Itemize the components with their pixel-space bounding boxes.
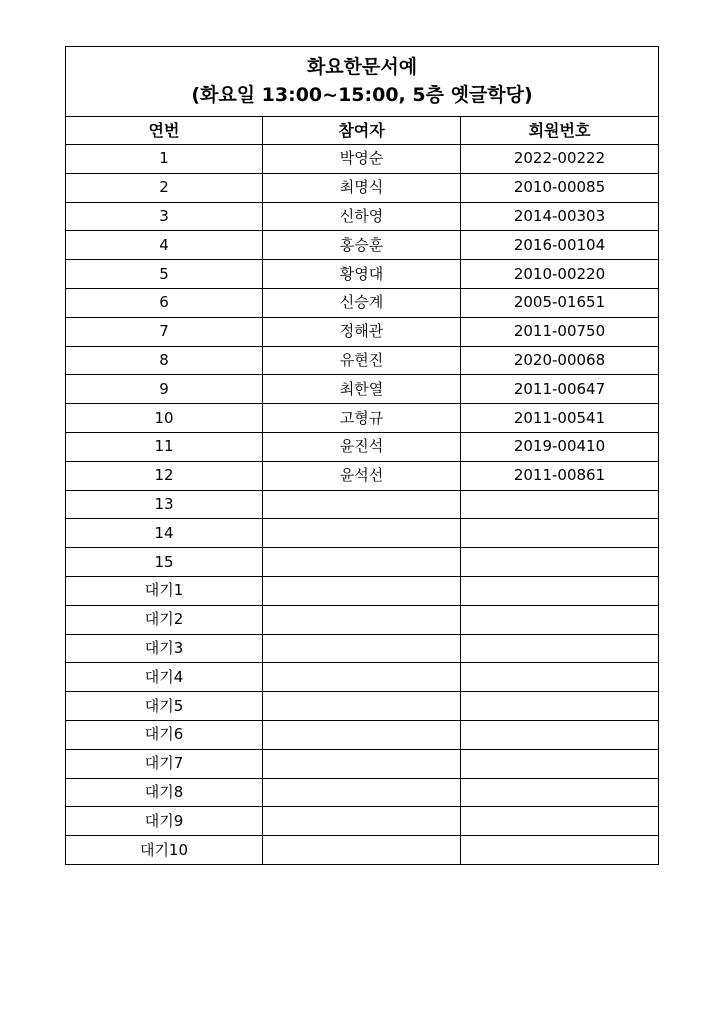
- member-id: 2011-00861: [461, 461, 659, 490]
- row-number: 9: [66, 375, 263, 404]
- participant-name: [263, 490, 461, 519]
- table-row: [66, 288, 659, 317]
- row-number: 3: [66, 202, 263, 231]
- participant-name: 고형규: [263, 404, 461, 433]
- row-number: 대기4: [66, 663, 263, 692]
- participant-name: [263, 605, 461, 634]
- row-number: 8: [66, 346, 263, 375]
- table-row: [66, 634, 659, 663]
- table-row: [66, 490, 659, 519]
- table-row: [66, 432, 659, 461]
- participant-name: 유현진: [263, 346, 461, 375]
- title-cell: [66, 47, 659, 117]
- row-number: 13: [66, 490, 263, 519]
- table-row: [66, 260, 659, 289]
- class-title: 화요한문서예: [306, 56, 418, 78]
- participant-name: 최한열: [263, 375, 461, 404]
- member-id: 2011-00647: [461, 375, 659, 404]
- table-row: [66, 720, 659, 749]
- participant-name: [263, 807, 461, 836]
- participant-name: [263, 836, 461, 865]
- participant-name: 신승계: [263, 288, 461, 317]
- row-number: 15: [66, 548, 263, 577]
- member-id: [461, 519, 659, 548]
- table-row: [66, 807, 659, 836]
- row-number: 대기9: [66, 807, 263, 836]
- member-id: 2005-01651: [461, 288, 659, 317]
- class-schedule: (화요일 13:00~15:00, 5층 옛글학당): [191, 84, 533, 106]
- row-number: 1: [66, 145, 263, 174]
- row-number: 대기8: [66, 778, 263, 807]
- header-row: [66, 117, 659, 145]
- participant-name: [263, 778, 461, 807]
- participant-name: [263, 634, 461, 663]
- row-number: 2: [66, 173, 263, 202]
- member-id: [461, 605, 659, 634]
- roster-table: [65, 46, 659, 865]
- participant-name: [263, 548, 461, 577]
- row-number: 대기10: [66, 836, 263, 865]
- participant-name: [263, 749, 461, 778]
- table-row: [66, 749, 659, 778]
- table-row: [66, 836, 659, 865]
- roster-sheet: [65, 46, 658, 865]
- table-row: [66, 692, 659, 721]
- member-id: 2011-00541: [461, 404, 659, 433]
- table-row: [66, 519, 659, 548]
- member-id: [461, 490, 659, 519]
- table-row: [66, 346, 659, 375]
- table-row: [66, 231, 659, 260]
- participant-name: [263, 720, 461, 749]
- participant-name: [263, 519, 461, 548]
- row-number: 대기3: [66, 634, 263, 663]
- row-number: 11: [66, 432, 263, 461]
- participant-name: 정해관: [263, 317, 461, 346]
- row-number: 6: [66, 288, 263, 317]
- roster-body: [66, 145, 659, 865]
- row-number: 7: [66, 317, 263, 346]
- table-row: [66, 663, 659, 692]
- member-id: [461, 749, 659, 778]
- participant-name: 홍승훈: [263, 231, 461, 260]
- table-row: [66, 461, 659, 490]
- member-id: [461, 576, 659, 605]
- table-row: [66, 173, 659, 202]
- member-id: 2010-00085: [461, 173, 659, 202]
- row-number: 5: [66, 260, 263, 289]
- participant-name: 윤진석: [263, 432, 461, 461]
- header-participant: 참여자: [263, 117, 461, 145]
- member-id: 2019-00410: [461, 432, 659, 461]
- participant-name: 신하영: [263, 202, 461, 231]
- member-id: 2020-00068: [461, 346, 659, 375]
- row-number: 4: [66, 231, 263, 260]
- row-number: 대기1: [66, 576, 263, 605]
- member-id: [461, 778, 659, 807]
- participant-name: 황영대: [263, 260, 461, 289]
- table-row: [66, 404, 659, 433]
- member-id: 2014-00303: [461, 202, 659, 231]
- table-row: [66, 145, 659, 174]
- row-number: 대기6: [66, 720, 263, 749]
- table-row: [66, 605, 659, 634]
- member-id: [461, 692, 659, 721]
- row-number: 12: [66, 461, 263, 490]
- table-row: [66, 375, 659, 404]
- row-number: 대기5: [66, 692, 263, 721]
- row-number: 14: [66, 519, 263, 548]
- row-number: 대기2: [66, 605, 263, 634]
- member-id: [461, 548, 659, 577]
- member-id: [461, 836, 659, 865]
- participant-name: 박영순: [263, 145, 461, 174]
- participant-name: [263, 692, 461, 721]
- table-row: [66, 548, 659, 577]
- participant-name: [263, 576, 461, 605]
- member-id: 2010-00220: [461, 260, 659, 289]
- member-id: 2011-00750: [461, 317, 659, 346]
- member-id: [461, 807, 659, 836]
- member-id: [461, 663, 659, 692]
- participant-name: 최명식: [263, 173, 461, 202]
- member-id: 2022-00222: [461, 145, 659, 174]
- table-row: [66, 576, 659, 605]
- table-row: [66, 202, 659, 231]
- row-number: 10: [66, 404, 263, 433]
- table-row: [66, 317, 659, 346]
- participant-name: 윤석선: [263, 461, 461, 490]
- header-number: 연번: [66, 117, 263, 145]
- participant-name: [263, 663, 461, 692]
- table-row: [66, 778, 659, 807]
- header-member-id: 회원번호: [461, 117, 659, 145]
- member-id: [461, 720, 659, 749]
- member-id: [461, 634, 659, 663]
- member-id: 2016-00104: [461, 231, 659, 260]
- row-number: 대기7: [66, 749, 263, 778]
